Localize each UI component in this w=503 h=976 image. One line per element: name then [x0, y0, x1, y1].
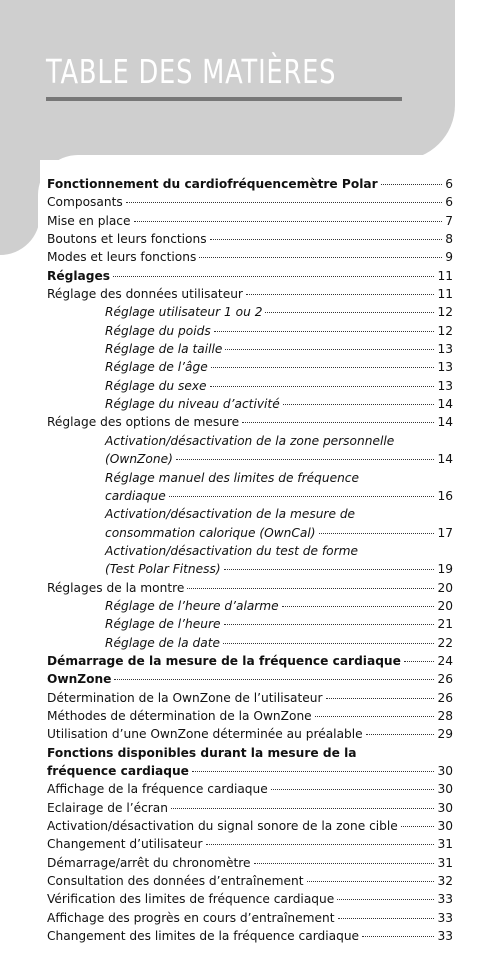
toc-dot-leader [366, 733, 435, 735]
toc-dot-leader [307, 880, 435, 882]
toc-entry[interactable] [47, 358, 453, 376]
toc-entry-title: Activation/désactivation de la zone personnelle [105, 433, 395, 448]
toc-entry[interactable] [47, 303, 453, 321]
toc-entry[interactable] [47, 835, 453, 853]
toc-page-number: 8 [445, 232, 453, 247]
toc-dot-leader [282, 605, 435, 607]
toc-dot-leader [176, 458, 435, 460]
toc-entry[interactable] [47, 175, 453, 193]
toc-page-number: 33 [437, 892, 453, 907]
toc-entry-title: Changement d’utilisateur [47, 837, 203, 852]
toc-entry-title: Changement des limites de la fréquence cardiaque [47, 929, 360, 944]
toc-page-number: 22 [437, 635, 453, 650]
header-tab-decoration [0, 150, 40, 255]
toc-page-number: 13 [437, 342, 453, 357]
toc-entry-title: Réglage de l’heure [105, 617, 221, 632]
toc-entry[interactable] [47, 597, 453, 615]
toc-entry-title: fréquence cardiaque [47, 764, 189, 778]
toc-entry[interactable] [47, 689, 453, 707]
toc-page-number: 6 [445, 195, 453, 210]
toc-page-number: 30 [437, 800, 453, 815]
toc-dot-leader [246, 293, 435, 295]
toc-page-number: 14 [437, 452, 453, 467]
toc-dot-leader [337, 898, 434, 900]
toc-entry-title: Affichage des progrès en cours d’entraînement [47, 910, 335, 925]
toc-page-number: 16 [437, 488, 453, 503]
toc-dot-leader [214, 330, 435, 332]
toc-entry-title: Modes et leurs fonctions [47, 250, 197, 265]
toc-entry-title: cardiaque [105, 488, 166, 503]
toc-page-number: 19 [437, 562, 453, 577]
toc-entry-title: Fonctions disponibles durant la mesure de la [47, 745, 357, 760]
toc-page-number: 26 [437, 690, 453, 705]
toc-entry[interactable] [47, 432, 453, 450]
toc-page-number: 17 [437, 525, 453, 540]
toc-entry[interactable] [47, 615, 453, 633]
toc-dot-leader [265, 311, 434, 313]
toc-entry[interactable] [47, 670, 453, 688]
toc-entry[interactable] [47, 579, 453, 597]
toc-page-number: 28 [437, 708, 453, 723]
toc-page-number: 31 [437, 855, 453, 870]
toc-entry-title: Réglage de l’âge [105, 360, 208, 375]
toc-dot-leader [338, 917, 435, 919]
toc-entry-title: Utilisation d’une OwnZone déterminée au préalable [47, 727, 363, 742]
toc-entry[interactable] [47, 707, 453, 725]
toc-entry[interactable] [47, 377, 453, 395]
toc-dot-leader [381, 183, 443, 185]
toc-entry-title: Méthodes de détermination de la OwnZone [47, 708, 312, 723]
toc-dot-leader [225, 348, 434, 350]
toc-entry[interactable] [47, 322, 453, 340]
toc-entry-title: Réglage de la taille [105, 342, 223, 357]
toc-entry[interactable] [47, 799, 453, 817]
toc-entry-title: Réglage de la date [105, 635, 220, 650]
toc-page-number: 14 [437, 415, 453, 430]
toc-dot-leader [210, 385, 435, 387]
toc-entry[interactable] [47, 450, 453, 468]
toc-entry[interactable] [47, 285, 453, 303]
toc-entry-title: Activation/désactivation de la mesure de [105, 507, 356, 522]
toc-page-number: 7 [445, 213, 453, 228]
toc-entry[interactable] [47, 395, 453, 413]
toc-page-number: 6 [445, 177, 453, 191]
title-underline [46, 97, 402, 101]
toc-entry[interactable] [47, 560, 453, 578]
toc-entry[interactable] [47, 762, 453, 780]
toc-entry-title: Mise en place [47, 213, 131, 228]
toc-entry[interactable] [47, 193, 453, 211]
toc-dot-leader [224, 623, 435, 625]
toc-entry[interactable] [47, 744, 453, 762]
toc-entry-title: Activation/désactivation du test de forme [105, 543, 359, 558]
toc-page-number: 29 [437, 727, 453, 742]
toc-dot-leader [126, 201, 443, 203]
toc-entry[interactable] [47, 780, 453, 798]
toc-entry[interactable] [47, 267, 453, 285]
toc-page-number: 30 [437, 764, 453, 778]
toc-page-number: 20 [437, 580, 453, 595]
toc-dot-leader [211, 366, 435, 368]
toc-page-number: 21 [437, 617, 453, 632]
toc-page-number: 33 [437, 929, 453, 944]
toc-entry-title: Démarrage/arrêt du chronomètre [47, 855, 251, 870]
toc-page-number: 12 [437, 305, 453, 320]
toc-page-number: 30 [437, 819, 453, 834]
toc-page-number: 9 [445, 250, 453, 265]
toc-dot-leader [199, 256, 442, 258]
toc-entry-title: Réglage du niveau d’activité [105, 397, 280, 412]
toc-entry-title: consommation calorique (OwnCal) [105, 525, 316, 540]
toc-entry[interactable] [47, 817, 453, 835]
toc-entry-title: (OwnZone) [105, 452, 173, 467]
toc-entry[interactable] [47, 890, 453, 908]
toc-entry-title: Vérification des limites de fréquence cardiaque [47, 892, 335, 907]
toc-entry-title: OwnZone [47, 672, 112, 687]
toc-dot-leader [404, 660, 435, 662]
toc-page-number: 12 [437, 323, 453, 338]
toc-entry[interactable] [47, 487, 453, 505]
toc-dot-leader [113, 275, 434, 277]
toc-dot-leader [319, 532, 435, 534]
toc-entry-title: Réglage du sexe [105, 378, 207, 393]
toc-entry[interactable] [47, 909, 453, 927]
toc-dot-leader [206, 843, 435, 845]
toc-entry[interactable] [47, 413, 453, 431]
toc-dot-leader [134, 220, 443, 222]
toc-dot-leader [401, 825, 435, 827]
toc-dot-leader [223, 642, 435, 644]
toc-entry-title: Réglage manuel des limites de fréquence [105, 470, 359, 485]
toc-entry-title: Eclairage de l’écran [47, 800, 169, 815]
toc-entry-title: Composants [47, 195, 123, 210]
toc-page-number: 32 [437, 874, 453, 889]
toc-entry-title: (Test Polar Fitness) [105, 562, 221, 577]
toc-page-number: 13 [437, 360, 453, 375]
toc-dot-leader [192, 770, 435, 772]
toc-entry[interactable] [47, 634, 453, 652]
toc-entry-title: Réglages [47, 268, 111, 283]
toc-dot-leader [169, 495, 435, 497]
toc-dot-leader [114, 678, 434, 680]
toc-page-number: 26 [437, 672, 453, 687]
toc-entry-title: Boutons et leurs fonctions [47, 232, 207, 247]
toc-page-number: 13 [437, 378, 453, 393]
toc-dot-leader [242, 421, 434, 423]
toc-page-number: 30 [437, 782, 453, 797]
toc-entry[interactable] [47, 725, 453, 743]
toc-dot-leader [210, 238, 443, 240]
toc-entry[interactable] [47, 872, 453, 890]
toc-entry-title: Démarrage de la mesure de la fréquence cardiaque [47, 653, 401, 668]
toc-dot-leader [315, 715, 435, 717]
toc-page-number: 24 [437, 653, 453, 668]
toc-dot-leader [187, 587, 434, 589]
toc-dot-leader [283, 403, 435, 405]
toc-entry-title: Affichage de la fréquence cardiaque [47, 782, 268, 797]
toc-entry-title: Consultation des données d’entraînement [47, 874, 304, 889]
toc-entry-title: Réglage du poids [105, 323, 211, 338]
toc-entry[interactable] [47, 542, 453, 560]
table-of-contents [47, 175, 453, 945]
toc-dot-leader [362, 935, 434, 937]
toc-entry-title: Détermination de la OwnZone de l’utilisateur [47, 690, 323, 705]
toc-entry[interactable] [47, 652, 453, 670]
toc-entry-title: Réglage de l’heure d’alarme [105, 598, 279, 613]
toc-entry-title: Fonctionnement du cardiofréquencemètre Polar [47, 177, 378, 191]
toc-entry[interactable] [47, 927, 453, 945]
toc-dot-leader [271, 788, 435, 790]
toc-entry[interactable] [47, 854, 453, 872]
toc-entry[interactable] [47, 505, 453, 523]
toc-dot-leader [254, 862, 435, 864]
toc-dot-leader [224, 568, 435, 570]
toc-page-number: 31 [437, 837, 453, 852]
page-title: TABLE DES MATIÈRES [46, 52, 337, 91]
toc-entry-title: Activation/désactivation du signal sonore de la zone cible [47, 819, 398, 834]
toc-entry-title: Réglages de la montre [47, 580, 185, 595]
toc-entry[interactable] [47, 469, 453, 487]
toc-entry[interactable] [47, 248, 453, 266]
toc-dot-leader [171, 807, 434, 809]
toc-dot-leader [326, 697, 435, 699]
toc-entry-title: Réglage utilisateur 1 ou 2 [105, 305, 263, 320]
toc-page-number: 11 [437, 268, 453, 283]
toc-entry[interactable] [47, 230, 453, 248]
toc-page-number: 20 [437, 598, 453, 613]
toc-page-number: 33 [437, 910, 453, 925]
toc-page-number: 11 [437, 287, 453, 302]
toc-entry-title: Réglage des options de mesure [47, 415, 240, 430]
toc-entry-title: Réglage des données utilisateur [47, 287, 243, 302]
toc-entry[interactable] [47, 340, 453, 358]
toc-entry[interactable] [47, 212, 453, 230]
toc-page-number: 14 [437, 397, 453, 412]
toc-entry[interactable] [47, 524, 453, 542]
